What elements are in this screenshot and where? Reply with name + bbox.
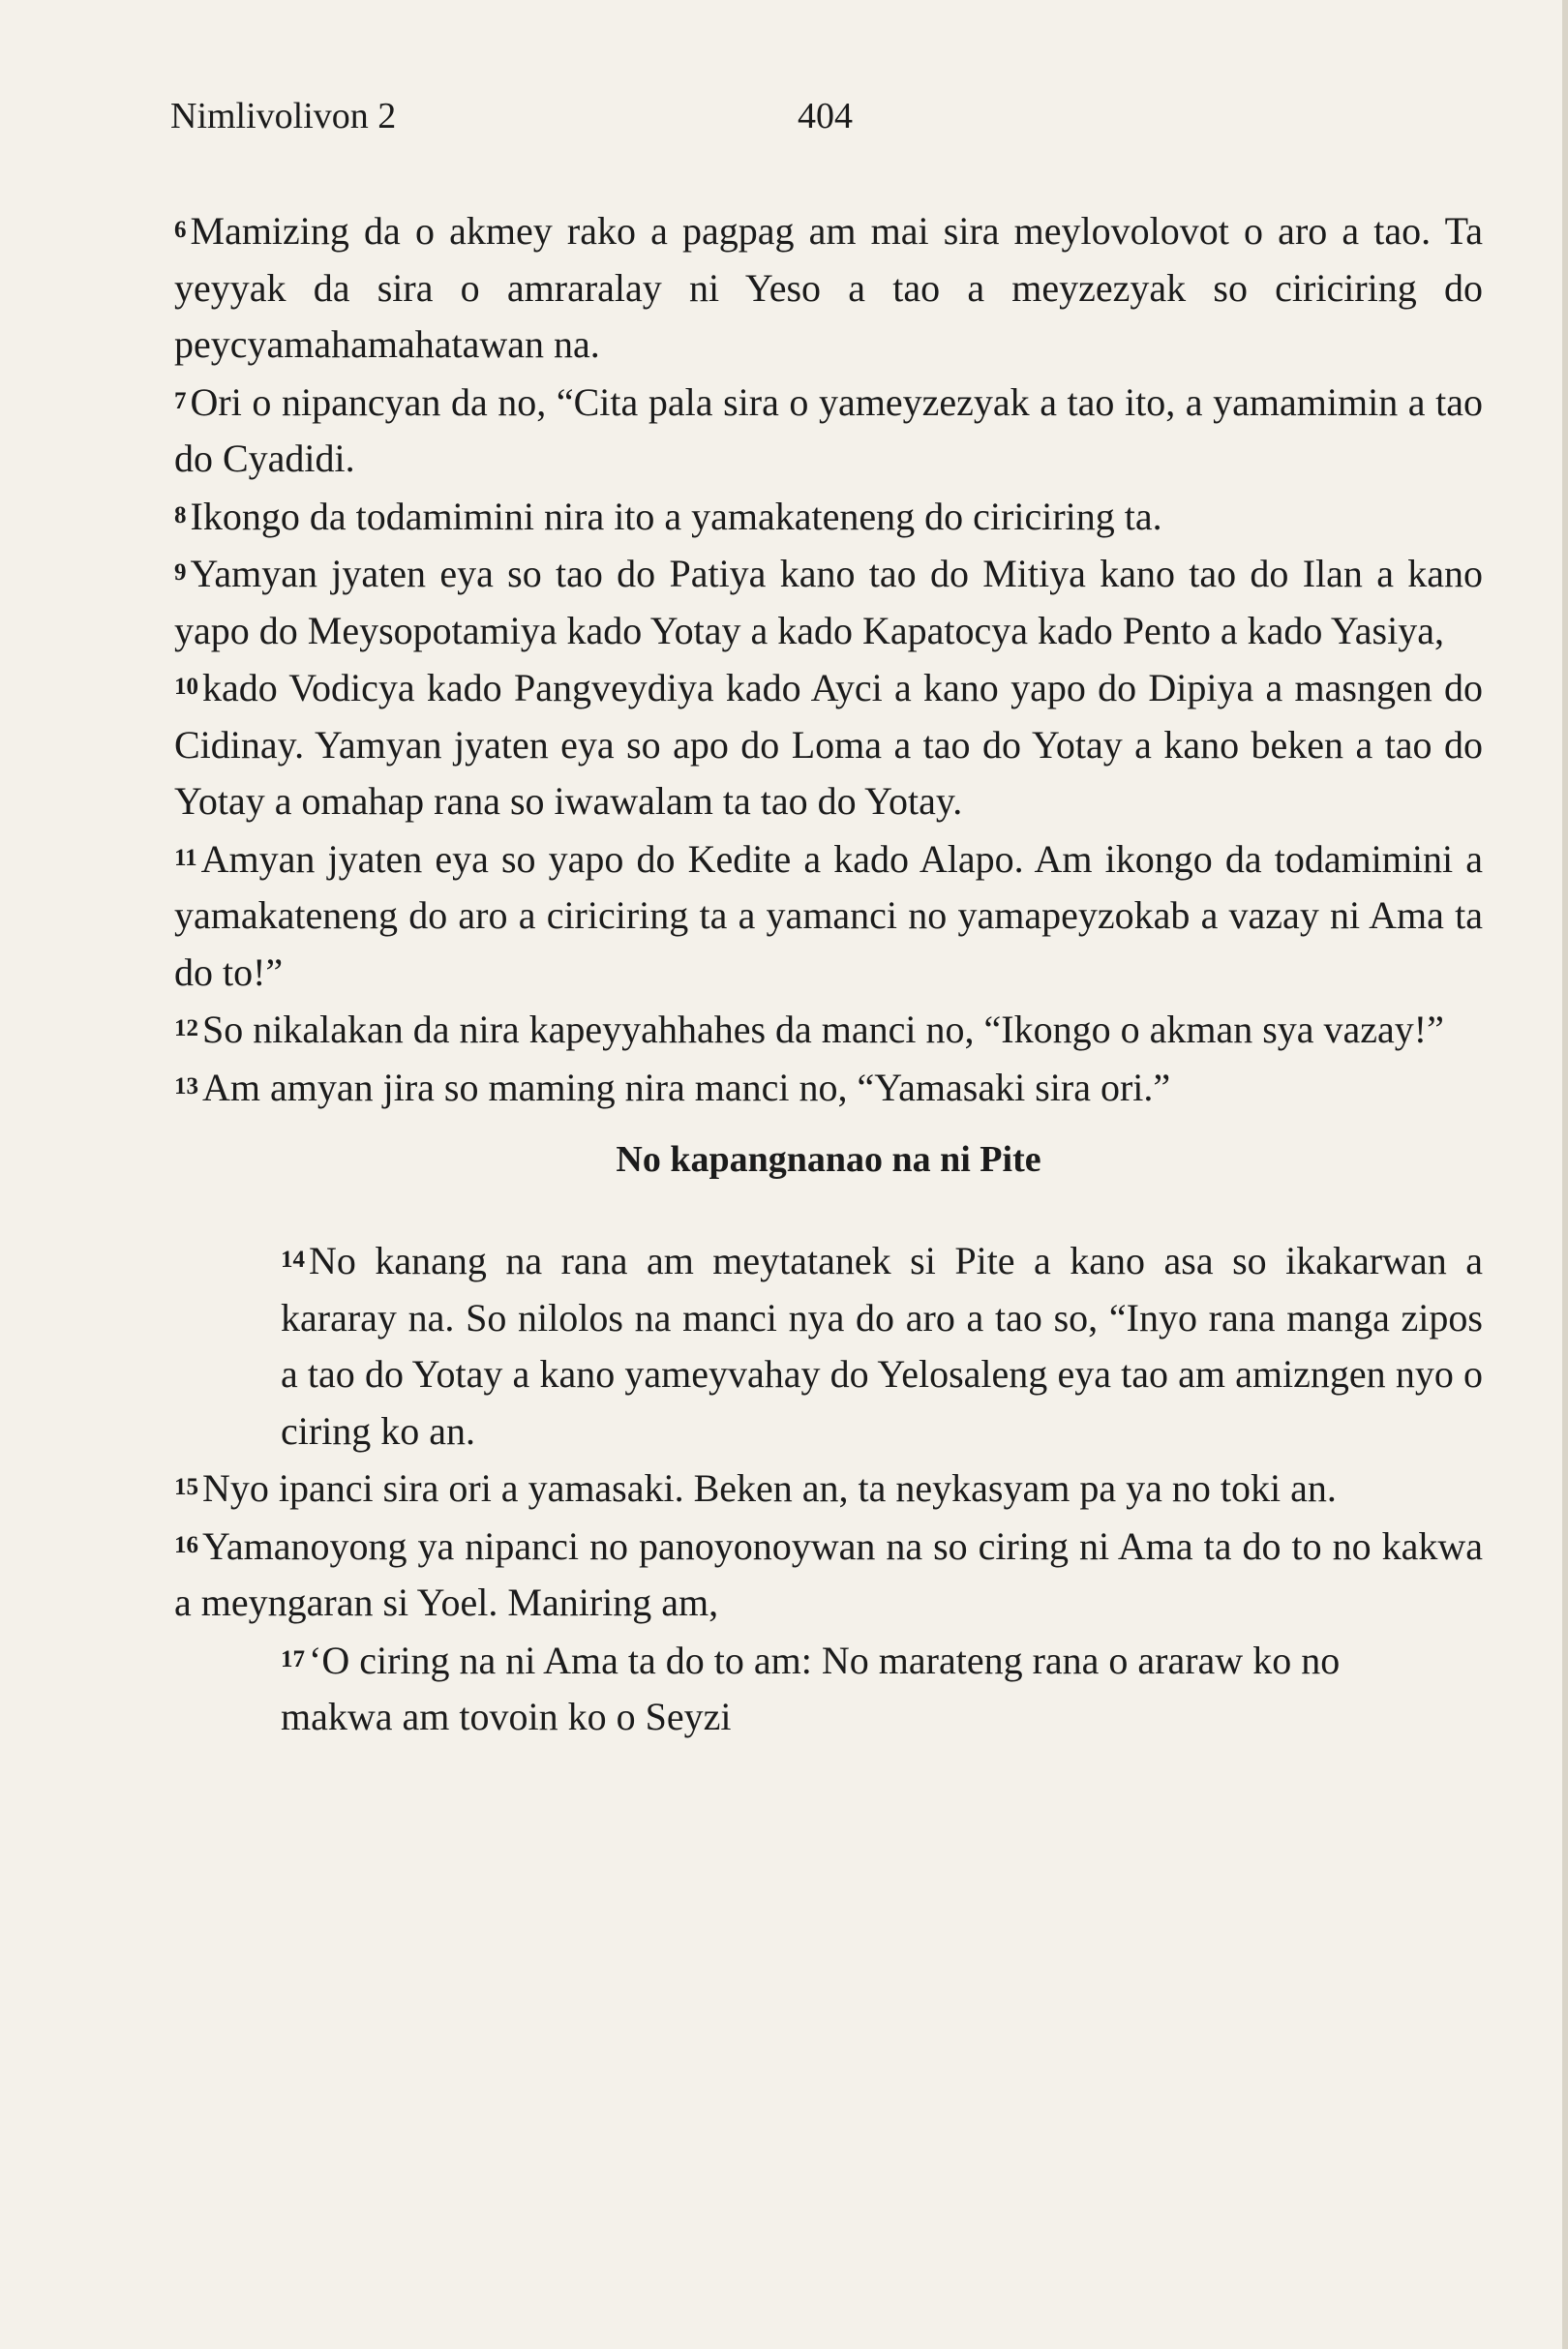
book-title: Nimlivolivon 2 <box>170 96 397 136</box>
verse-number: 11 <box>174 844 197 871</box>
verse-text: Nyo ipanci sira ori a yamasaki. Beken an, ta neykasyam pa ya no toki an. <box>202 1466 1337 1510</box>
verse <box>174 1001 1483 1059</box>
verse-number: 14 <box>281 1247 305 1273</box>
verse <box>174 202 1483 374</box>
verse-text: Amyan jyaten eya so yapo do Kedite a kado Alapo. Am ikongo da todamimini a yamakateneng do aro a ciriciring ta a yamanci no yamapeyzokab a vazay ni Ama ta do to!” <box>174 836 1483 994</box>
verse-number: 13 <box>174 1072 198 1099</box>
verse-text: Am amyan jira so maming nira manci no, “Yamasaki sira ori.” <box>202 1065 1171 1109</box>
verse-text: Yamyan jyaten eya so tao do Patiya kano tao do Mitiya kano tao do Ilan a kano yapo do Meysopotamiya kado Yotay a kado Kapatocya kado Pento a kado Yasiya, <box>174 552 1483 652</box>
verse-number: 7 <box>174 387 187 414</box>
verse-number: 8 <box>174 501 187 528</box>
verse <box>174 1518 1483 1632</box>
verse-text: So nikalakan da nira kapeyyahhahes da manci no, “Ikongo o akman sya vazay!” <box>202 1008 1444 1051</box>
verse <box>174 659 1483 830</box>
verse-number: 9 <box>174 559 187 586</box>
verse-text: Mamizing da o akmey rako a pagpag am mai sira meylovolovot o aro a tao. Ta yeyyak da sira o amraralay ni Yeso a tao a meyzezyak so ciriciring do peycyamahamahatawan na. <box>174 209 1483 366</box>
section-heading: No kapangnanao na ni Pite <box>616 1139 1041 1180</box>
verse-text: Ikongo da todamimini nira ito a yamakateneng do ciriciring ta. <box>190 494 1162 538</box>
verse <box>174 374 1483 488</box>
verse-number: 12 <box>174 1015 198 1041</box>
verse-poetry <box>174 1632 1483 1746</box>
verse <box>174 545 1483 659</box>
verse-number: 16 <box>174 1531 198 1558</box>
verse-text: Ori o nipancyan da no, “Cita pala sira o yameyzezyak a tao ito, a yamamimin a tao do Cyadidi. <box>174 379 1483 480</box>
verse <box>174 1059 1483 1117</box>
verse-number: 15 <box>174 1474 198 1500</box>
page-edge <box>1562 0 1568 2349</box>
verses-block-after-heading <box>174 1232 1483 1632</box>
verse <box>174 488 1483 546</box>
verse-text: Yamanoyong ya nipanci no panoyonoywan na so ciring ni Ama ta do to no kakwa a meyngaran si Yoel. Maniring am, <box>174 1523 1483 1624</box>
verse-text: ‘O ciring na ni Ama ta do to am: No marateng rana o araraw ko no makwa am tovoin ko o Seyzi <box>281 1638 1341 1738</box>
verse-number: 10 <box>174 674 198 700</box>
running-header <box>170 87 1487 145</box>
verse <box>174 1460 1483 1518</box>
verse-number: 6 <box>174 217 187 243</box>
verse-text: No kanang na rana am meytatanek si Pite a kano asa so ikakarwan a kararay na. So nilolos na manci nya do aro a tao so, “Inyo rana manga zipos a tao do Yotay a kano yameyvahay do Yelosaleng eya tao am amizngen nyo o ciring ko an. <box>281 1239 1483 1453</box>
verses-block <box>174 202 1483 1116</box>
verse <box>174 830 1483 1002</box>
verse <box>174 1232 1483 1460</box>
scripture-text <box>174 202 1483 1746</box>
page-number: 404 <box>798 96 853 136</box>
verse-number: 17 <box>281 1645 305 1672</box>
verse-text: kado Vodicya kado Pangveydiya kado Ayci a kano yapo do Dipiya a masngen do Cidinay. Yamyan jyaten eya so apo do Loma a tao do Yotay a kano beken a tao do Yotay a omahap rana so iwawalam ta tao do Yotay. <box>174 666 1483 823</box>
